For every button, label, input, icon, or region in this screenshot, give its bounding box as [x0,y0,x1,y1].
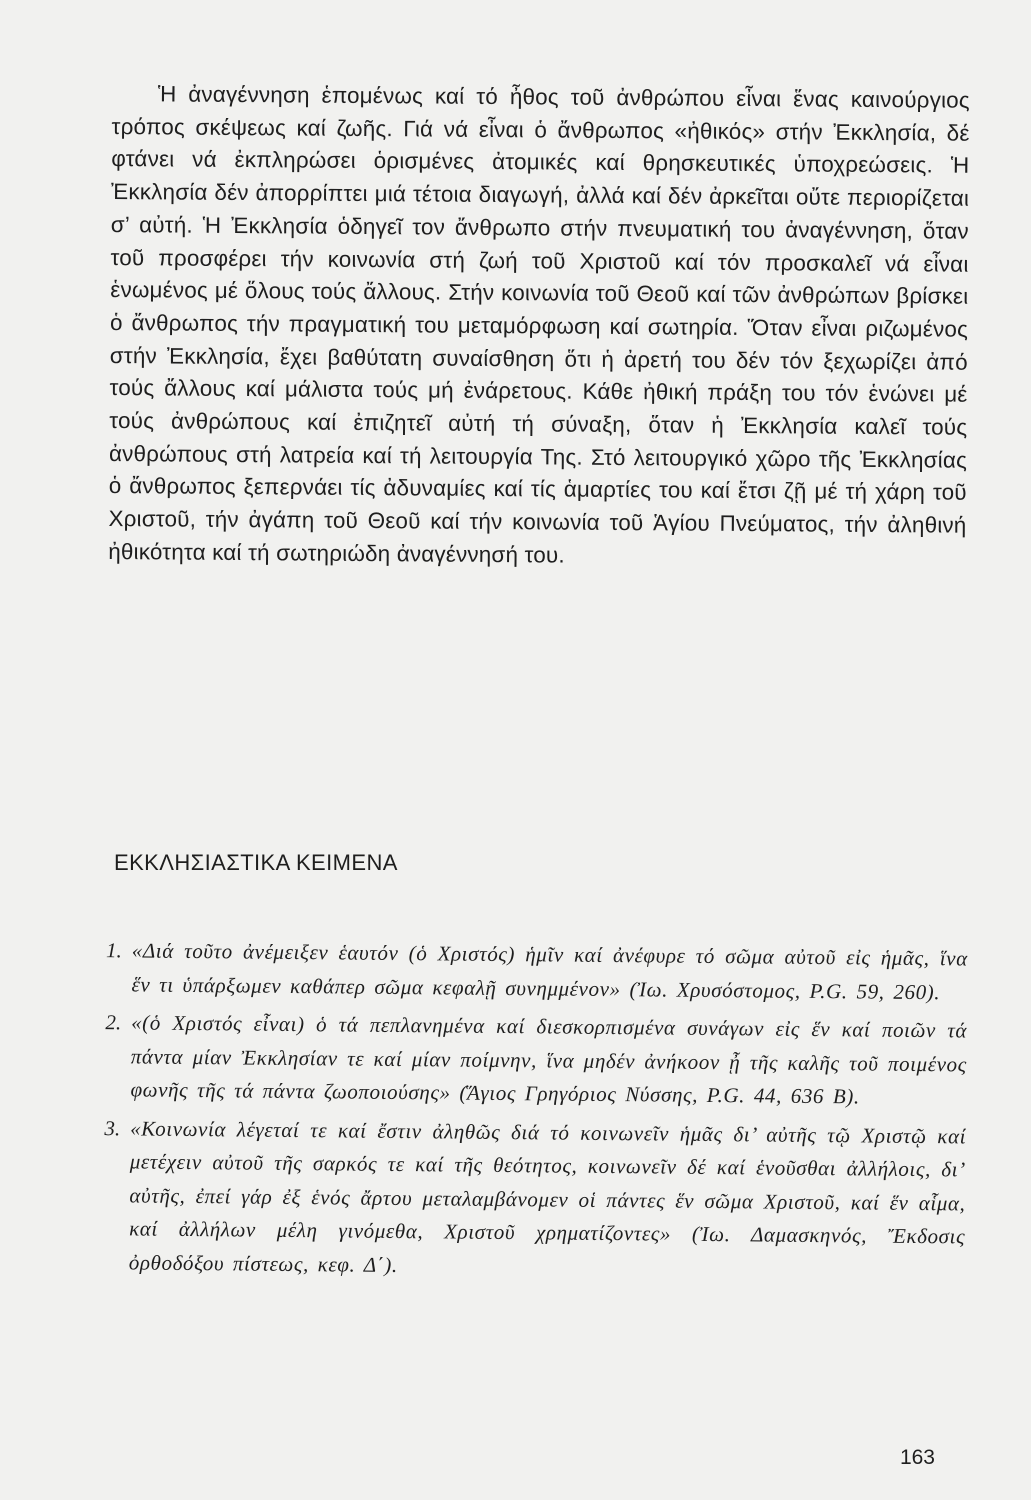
quote-text: «Κοινωνία λέγεταί τε καί ἔστιν ἀληθῶς διά τό κοινωνεῖν ἡμᾶς δι’ αὐτῆς τῷ Χριστῷ καί μετέχειν αὐτοῦ τῆς σαρκός τε καί τῆς θεότητος, κοινωνεῖν δέ καί ἑνοῦσθαι ἀλλήλοις, δι’ αὐτῆς, ἐπεί γάρ ἐξ ἑνός ἄρτου μεταλαμβάνομεν οἱ πάντες ἕν σῶμα Χριστοῦ, καί ἕν αἷμα, καί ἀλλήλων μέλη γινόμεθα, Χριστοῦ χρηματίζοντες» (Ἰω. Δαμασκηνός, Ἔκδοσις ὀρθοδόξου πίστεως, κεφ. Δ΄). [128,1115,967,1277]
quote-text: «(ὁ Χριστός εἶναι) ὁ τά πεπλανημένα καί διεσκορπισμένα συνάγων εἰς ἕν καί ποιῶν τά πάντα μίαν Ἐκκλησίαν τε καί μίαν ποίμνην, ἵνα μηδέν ἀνήκοον ᾖ τῆς καλῆς τοῦ ποιμένος φωνῆς τῆς τά πάντα ζωοποιούσης» (Ἅγιος Γρηγόριος Νύσσης, P.G. 44, 636 B). [130,1010,968,1109]
quote-number: 3. [104,1115,121,1140]
quote-number: 2. [105,1010,122,1035]
section-heading: ΕΚΚΛΗΣΙΑΣΤΙΚΑ ΚΕΙΜΕΝΑ [114,850,398,875]
page-number: 163 [899,1446,935,1469]
quote-text: «Διά τοῦτο ἀνέμειξεν ἑαυτόν (ὁ Χριστός) ἡμῖν καί ἀνέφυρε τό σῶμα αὐτοῦ εἰς ἡμᾶς, ἵνα ἕν τι ὑπάρξωμεν καθάπερ σῶμα κεφαλῇ συνημμένον» (Ἰω. Χρυσόστομος, P.G. 59, 260). [131,938,968,1004]
body-paragraph: Ἡ ἀναγέννηση ἑπομένως καί τό ἦθος τοῦ ἀνθρώπου εἶναι ἕνας καινούργιος τρόπος σκέψεως καί ζωῆς. Γιά νά εἶναι ὁ ἄνθρωπος «ἠθικός» στήν Ἐκκλησία, δέ φτάνει νά ἐκπληρώσει ὁρισμένες ἀτομικές καί θρησκευτικές ὑποχρεώσεις. Ἡ Ἐκκλησία δέν ἀπορρίπτει μιά τέτοια διαγωγή, ἀλλά καί δέν ἀρκεῖται οὔτε περιορίζεται σ’ αὐτή. Ἡ Ἐκκλησία ὁδηγεῖ τον ἄνθρωπο στήν πνευματική του ἀναγέννηση, ὅταν τοῦ προσφέρει τήν κοινωνία στή ζωή τοῦ Χριστοῦ καί τόν προσκαλεῖ νά εἶναι ἑνωμένος μέ ὅλους τούς ἄλλους. Στήν κοινωνία τοῦ Θεοῦ καί τῶν ἀνθρώπων βρίσκει ὁ ἄνθρωπος τήν πραγματική του μεταμόρφωση καί σωτηρία. Ὅταν εἶναι ριζωμένος στήν Ἐκκλησία, ἔχει βαθύτατη συναίσθηση ὅτι ἡ ἀρετή του δέν τόν ξεχωρίζει ἀπό τούς ἄλλους καί μάλιστα τούς μή ἐνάρετους. Κάθε ἠθική πράξη του τόν ἑνώνει μέ τούς ἀνθρώπους καί ἐπιζητεῖ αὐτή τή σύναξη, ὅταν ἡ Ἐκκλησία καλεῖ τούς ἀνθρώπους στή λατρεία καί τή λειτουργία Της. Στό λειτουργικό χῶρο τῆς Ἐκκλησίας ὁ ἄνθρωπος ξεπερνάει τίς ἀδυναμίες καί τίς ἁμαρτίες του καί ἔτσι ζῇ μέ τή χάρη τοῦ Χριστοῦ, τήν ἀγάπη τοῦ Θεοῦ καί τήν κοινωνία τοῦ Ἁγίου Πνεύματος, τήν ἀληθινή ἠθικότητα καί τή σωτηριώδη ἀναγέννησή του. [108,81,970,568]
quote-number: 1. [105,938,122,963]
quote-item [86,1006,967,1115]
quote-item [87,934,968,1009]
quote-item [85,1111,967,1287]
quotes-list [85,934,968,1292]
